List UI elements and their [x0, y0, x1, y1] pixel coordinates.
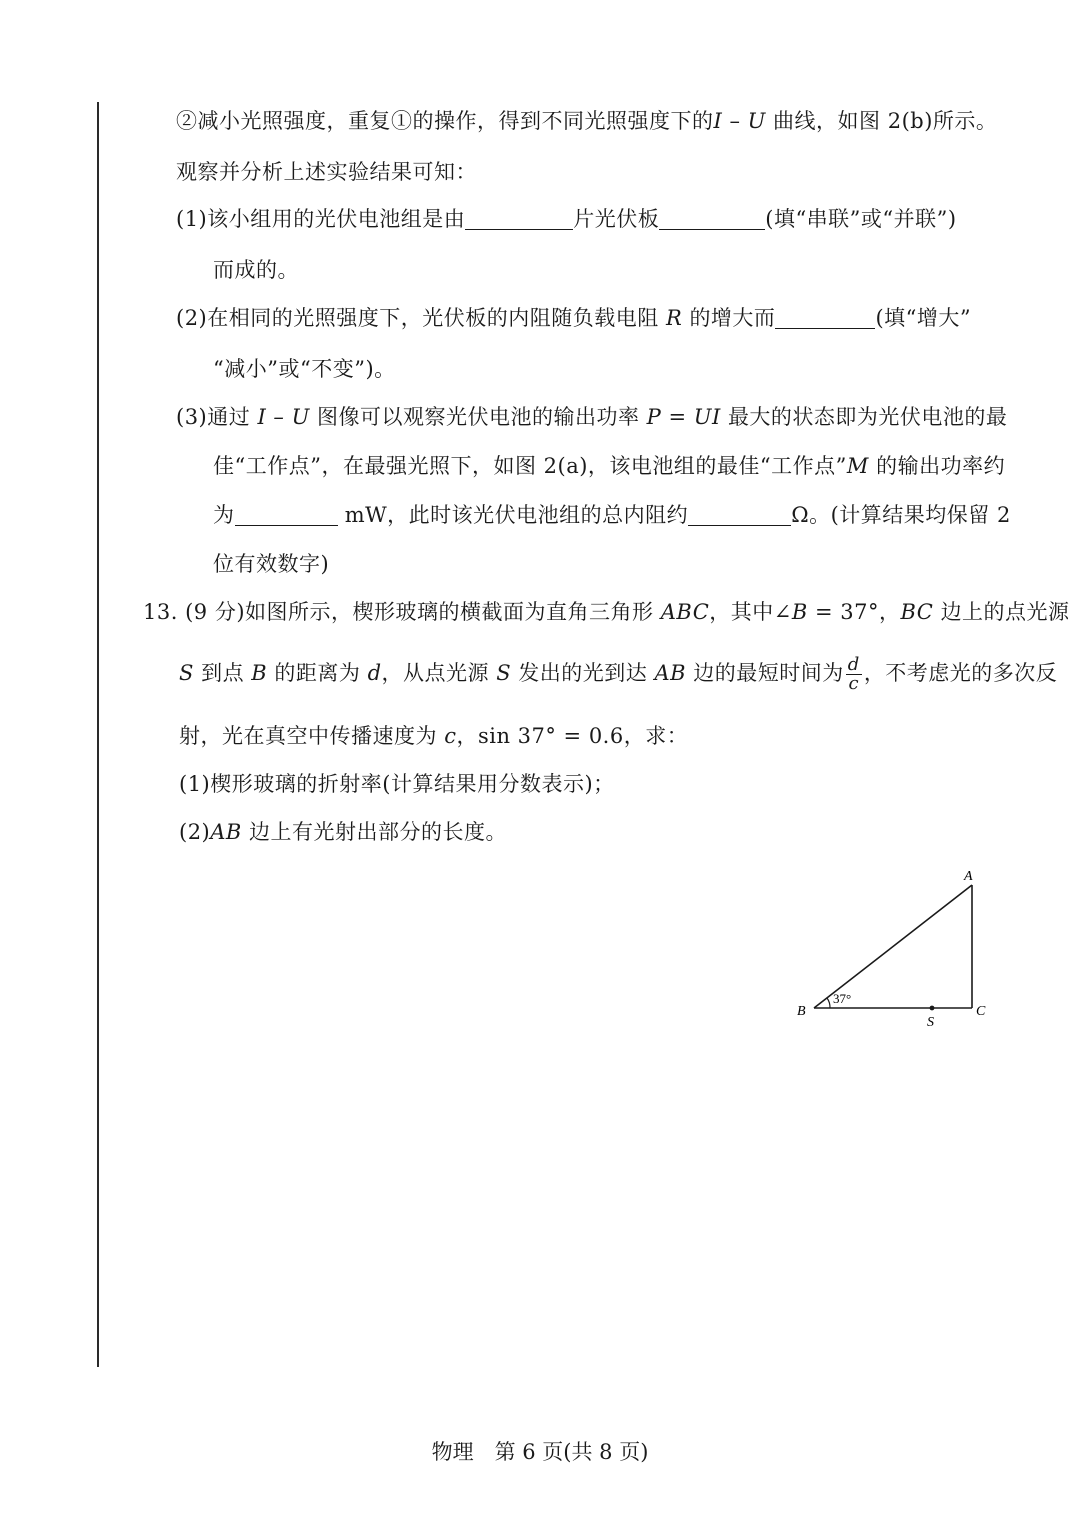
p13-line1	[143, 597, 1070, 627]
q1-blank-count[interactable]	[465, 207, 573, 230]
label-s: S	[927, 1015, 934, 1030]
q3-line3	[213, 500, 1011, 530]
point-source-dot	[930, 1006, 935, 1011]
var-i: I	[713, 109, 723, 133]
q3-l3-tail: Ω。(计算结果均保留 2	[791, 503, 1011, 527]
p13-mid: ，其中∠	[709, 600, 792, 624]
fraction-numerator: d	[847, 654, 860, 675]
side-ab-2: AB	[210, 820, 242, 844]
q3-line2	[213, 451, 1005, 481]
p13-sub2-num: (2)	[179, 820, 211, 844]
q3-blank-resistance[interactable]	[688, 503, 791, 526]
q3-l2-text: 佳“工作点”，在最强光照下，如图 2(a)，该电池组的最佳“工作点”	[213, 454, 847, 478]
var-r: R	[665, 306, 683, 330]
p13-l2-g: 边的最短时间为	[693, 661, 844, 685]
triangle-abc: ABC	[660, 600, 710, 624]
p13-l3-text: 射，光在真空中传播速度为	[179, 724, 437, 748]
q1-blank-connection[interactable]	[659, 207, 765, 230]
p13-sub1: (1)楔形玻璃的折射率(计算结果用分数表示)；	[179, 772, 615, 796]
q1-mid: 片光伏板	[573, 207, 660, 231]
problem-number: 13.	[143, 600, 178, 624]
p13-line3	[179, 721, 688, 751]
step2-tail: 曲线，如图 2(b)所示。	[765, 109, 998, 133]
side-bc: BC	[900, 600, 934, 624]
p13-l2-a: 到点	[201, 661, 245, 685]
q3-l2-tail: 的输出功率约	[876, 454, 1006, 478]
p13-text: (9 分)如图所示，楔形玻璃的横截面为直角三角形	[185, 600, 654, 624]
p13-l2-f: 发出的光到达	[518, 661, 648, 685]
var-iu: I – U	[257, 405, 310, 429]
q2-blank[interactable]	[775, 306, 875, 329]
label-a: A	[964, 869, 973, 884]
q1-line	[176, 204, 957, 234]
dash: –	[722, 109, 748, 133]
q3-blank-power[interactable]	[235, 503, 338, 526]
q1-text: (1)该小组用的光伏电池组是由	[176, 207, 466, 231]
q3-line4: 位有效数字)	[213, 552, 330, 576]
q2-mid: 的增大而	[689, 306, 776, 330]
angle-arc	[827, 998, 830, 1008]
page-footer: 物理 第 6 页(共 8 页)	[431, 1440, 649, 1464]
var-s: S	[179, 661, 194, 685]
step2-text: ②减小光照强度，重复①的操作，得到不同光照强度下的	[176, 109, 714, 133]
var-b: B	[251, 661, 268, 685]
angle-b: B	[791, 600, 808, 624]
q3-text: (3)通过	[176, 405, 251, 429]
p13-sub2-text: 边上有光射出部分的长度。	[249, 820, 508, 844]
q1-hint: (填“串联”或“并联”)	[765, 207, 957, 231]
var-d: d	[367, 661, 382, 685]
q3-line1	[176, 402, 1007, 432]
formula-power: P = UI	[646, 405, 721, 429]
q2-text: (2)在相同的光照强度下，光伏板的内阻随负载电阻	[176, 306, 659, 330]
var-m: M	[846, 454, 869, 478]
p13-l2-h: ，不考虑光的多次反	[863, 661, 1058, 685]
q3-mid: 图像可以观察光伏电池的输出功率	[316, 405, 640, 429]
side-ab: AB	[654, 661, 687, 685]
q2-line	[176, 303, 971, 333]
label-b: B	[797, 1004, 806, 1019]
p13-l2-e: ，从点光源	[381, 661, 490, 685]
label-c: C	[976, 1004, 986, 1019]
q1-line2: 而成的。	[213, 258, 299, 282]
observe-line: 观察并分析上述实验结果可知：	[176, 160, 477, 184]
fraction-d-over-c	[846, 656, 862, 693]
var-s2: S	[496, 661, 512, 685]
q3-l3-text: 为	[213, 503, 235, 527]
q2-hint: (填“增大”	[875, 306, 972, 330]
q3-tail: 最大的状态即为光伏电池的最	[727, 405, 1008, 429]
fraction-denominator: c	[848, 673, 860, 694]
side-ab-line	[814, 885, 972, 1008]
step2-line	[176, 106, 997, 136]
angle-value: = 37°，	[807, 600, 901, 624]
q2-line2: “减小”或“不变”)。	[213, 357, 396, 381]
p13-tail: 边上的点光源	[940, 600, 1070, 624]
p13-l2-c: 的距离为	[274, 661, 361, 685]
var-u: U	[747, 109, 766, 133]
triangle-figure	[790, 860, 1000, 1035]
p13-l3-tail: ，sin 37° = 0.6，求：	[456, 724, 689, 748]
binding-margin-line	[97, 102, 99, 1367]
q3-l3-mid: mW，此时该光伏电池组的总内阻约	[344, 503, 689, 527]
var-c: c	[444, 724, 457, 748]
angle-label: 37°	[833, 991, 852, 1006]
p13-sub2	[179, 817, 507, 847]
p13-line2	[179, 656, 1057, 693]
